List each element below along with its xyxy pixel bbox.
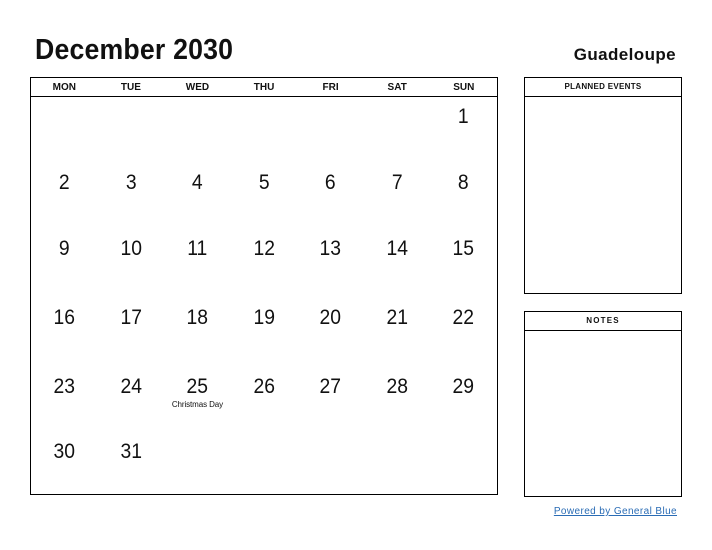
day-number: 28	[386, 375, 408, 398]
week-row	[31, 298, 497, 367]
empty-day-cell	[231, 432, 298, 495]
week-row	[31, 229, 497, 298]
day-cell	[430, 163, 497, 229]
day-cell	[430, 229, 497, 298]
day-cell	[31, 432, 98, 495]
day-cell	[430, 367, 497, 432]
day-number: 31	[120, 440, 142, 463]
day-cell	[164, 298, 231, 367]
empty-day-cell	[98, 97, 165, 163]
week-row	[31, 367, 497, 432]
day-number: 25	[186, 375, 209, 398]
day-cell	[98, 298, 165, 367]
day-number: 12	[253, 237, 275, 260]
day-number: 10	[120, 237, 142, 260]
empty-day-cell	[297, 97, 364, 163]
day-number: 5	[258, 171, 270, 194]
day-cell	[231, 298, 298, 367]
day-cell	[231, 163, 298, 229]
day-cell	[231, 229, 298, 298]
day-number: 27	[319, 375, 342, 398]
weekday-header-row	[31, 78, 497, 97]
day-number: 7	[391, 171, 403, 194]
day-cell	[297, 298, 364, 367]
day-number: 26	[253, 375, 275, 398]
day-cell	[231, 367, 298, 432]
weekday-tue: TUE	[120, 82, 141, 93]
week-row	[31, 432, 497, 495]
day-number: 18	[186, 306, 209, 329]
planned-events-header: PLANNED EVENTS	[525, 78, 681, 97]
day-cell	[31, 367, 98, 432]
day-number: 6	[325, 171, 336, 194]
day-cell	[164, 163, 231, 229]
week-row	[31, 163, 497, 229]
day-number: 23	[53, 375, 76, 398]
day-cell	[430, 298, 497, 367]
day-cell	[364, 367, 431, 432]
planned-events-panel	[524, 77, 682, 294]
day-number: 8	[458, 171, 470, 194]
day-number: 4	[192, 171, 203, 194]
empty-day-cell	[231, 97, 298, 163]
day-cell	[297, 229, 364, 298]
day-cell	[98, 432, 165, 495]
day-cell	[364, 298, 431, 367]
weekday-sat: SAT	[387, 82, 407, 93]
day-number: 3	[125, 171, 137, 194]
day-number: 24	[120, 375, 142, 398]
day-cell	[31, 163, 98, 229]
weekday-fri: FRI	[322, 82, 339, 93]
holiday-label: Christmas Day	[171, 400, 224, 409]
day-cell	[98, 229, 165, 298]
empty-day-cell	[164, 97, 231, 163]
country-label: Guadeloupe	[573, 45, 676, 64]
empty-day-cell	[364, 432, 431, 495]
day-cell	[430, 97, 497, 163]
week-row	[31, 97, 497, 163]
day-cell	[364, 163, 431, 229]
day-number: 17	[120, 306, 142, 329]
day-number: 9	[58, 237, 70, 260]
day-cell	[164, 367, 231, 432]
day-number: 20	[319, 306, 342, 329]
day-number: 16	[53, 306, 76, 329]
weekday-mon: MON	[52, 82, 76, 93]
day-cell	[98, 163, 165, 229]
empty-day-cell	[430, 432, 497, 495]
day-number: 22	[453, 306, 475, 329]
calendar-weeks	[31, 97, 497, 495]
weekday-sun: SUN	[453, 82, 475, 93]
day-number: 1	[458, 105, 470, 128]
day-number: 2	[58, 171, 70, 194]
day-cell	[31, 298, 98, 367]
day-number: 13	[319, 237, 342, 260]
day-number: 29	[453, 375, 475, 398]
day-number: 21	[386, 306, 408, 329]
notes-header: NOTES	[525, 312, 681, 331]
weekday-wed: WED	[185, 82, 210, 93]
day-number: 19	[253, 306, 275, 329]
day-number: 30	[53, 440, 76, 463]
day-cell	[31, 229, 98, 298]
calendar-grid	[30, 77, 498, 495]
day-number: 15	[453, 237, 475, 260]
empty-day-cell	[31, 97, 98, 163]
calendar-title: December 2030	[35, 34, 234, 66]
notes-panel	[524, 311, 682, 497]
day-number: 11	[187, 237, 208, 260]
empty-day-cell	[164, 432, 231, 495]
day-cell	[364, 229, 431, 298]
empty-day-cell	[297, 432, 364, 495]
powered-by-link[interactable]: Powered by General Blue	[553, 506, 677, 517]
day-cell	[164, 229, 231, 298]
day-cell	[297, 163, 364, 229]
day-number: 14	[386, 237, 408, 260]
day-cell	[297, 367, 364, 432]
weekday-thu: THU	[253, 82, 275, 93]
empty-day-cell	[364, 97, 431, 163]
day-cell	[98, 367, 165, 432]
